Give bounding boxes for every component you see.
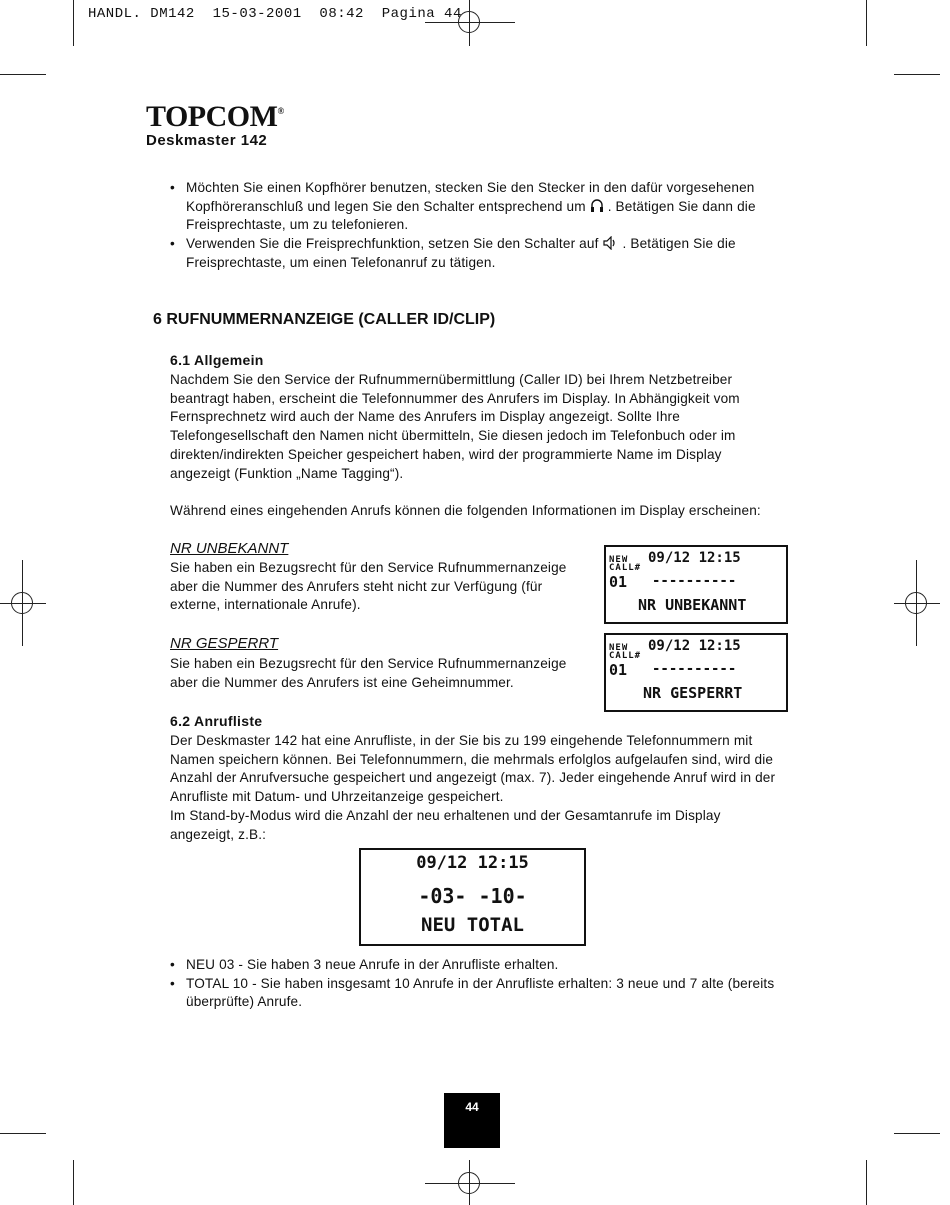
crop-mark (0, 1133, 46, 1134)
lcd-index: 01 (609, 661, 628, 679)
registration-mark-icon (458, 1172, 480, 1194)
list-item: • Verwenden Sie die Freisprechfunktion, setzen Sie den Schalter auf . Betätigen Sie die Freisprechtaste, um einen Telefonanruf zu tätigen. (170, 235, 785, 272)
list-item: • Möchten Sie einen Kopfhörer benutzen, stecken Sie den Stecker in den dafür vorgesehenen Kopfhöreranschluß und legen Sie den Schalter entsprechend um . Betätigen Sie dann die Freisprechtaste, um zu telefonieren. (170, 179, 785, 235)
intro-bullets (170, 179, 785, 273)
subheading-nr-unbekannt: NR UNBEKANNT (170, 540, 289, 557)
lcd-datetime: 09/12 12:15 (648, 638, 741, 654)
lcd-number: ---------- (652, 661, 737, 677)
lcd-message: NR GESPERRT (643, 684, 743, 702)
subsection-title: 6.2 Anrufliste (170, 713, 263, 729)
lcd-display-gesperrt (604, 633, 788, 712)
crop-mark (73, 1160, 74, 1205)
print-header: HANDL. DM142 15-03-2001 08:42 Pagina 44 (88, 6, 462, 22)
lcd-new-label: NEW (609, 643, 629, 653)
lcd-datetime: 09/12 12:15 (416, 853, 529, 873)
subheading-nr-gesperrt: NR GESPERRT (170, 635, 279, 652)
crop-mark (0, 74, 46, 75)
lcd-call-label: CALL# (609, 651, 642, 661)
lcd-new-label: NEW (609, 555, 629, 565)
crop-mark (866, 1160, 867, 1205)
lcd-labels: NEU TOTAL (421, 914, 524, 936)
paragraph: Sie haben ein Bezugsrecht für den Service Rufnummernanzeige aber die Nummer des Anrufers steht nicht zur Verfügung (für externe, internationale Anrufe). (170, 560, 567, 613)
lcd-datetime: 09/12 12:15 (648, 550, 741, 566)
lcd-message: NR UNBEKANNT (638, 596, 747, 614)
lcd-number: ---------- (652, 573, 737, 589)
list-item: • TOTAL 10 - Sie haben insgesamt 10 Anrufe in der Anrufliste erhalten: 3 neue und 7 alte (bereits überprüfte) Anrufe. (170, 975, 780, 1012)
paragraph: Nachdem Sie den Service der Rufnummernübermittlung (Caller ID) bei Ihrem Netzbetreiber beantragt haben, erscheint die Telefonnummer des Anrufers im Display. In Abhängigkeit vom Fernsprechnetz wird auch der Name des Anrufers im Display angezeigt. Sollte Ihre Telefongesellschaft den Namen nicht übermitteln, Sie diesen jedoch im Telefonbuch oder im direkten/indirekten Speicher gespeichert haben, wird der programmierte Name im Display angezeigt (Funktion „Name Tagging“). (170, 372, 740, 481)
lcd-display-standby (359, 848, 586, 946)
lcd-index: 01 (609, 573, 628, 591)
crop-mark (894, 74, 940, 75)
lcd-counts: -03- -10- (418, 884, 527, 908)
headphone-icon (590, 199, 604, 213)
paragraph: Während eines eingehenden Anrufs können die folgenden Informationen im Display erscheinen: (170, 503, 761, 518)
page-number: 44 (444, 1093, 500, 1148)
paragraph: Sie haben ein Bezugsrecht für den Service Rufnummernanzeige aber die Nummer des Anrufers ist eine Geheimnummer. (170, 656, 567, 690)
registration-mark-icon (905, 592, 927, 614)
lcd-call-label: CALL# (609, 563, 642, 573)
paragraph: Im Stand-by-Modus wird die Anzahl der neu erhaltenen und der Gesamtanrufe im Display angezeigt, z.B.: (170, 808, 721, 842)
lcd-display-unbekannt (604, 545, 788, 624)
crop-mark (73, 0, 74, 46)
crop-mark (866, 0, 867, 46)
section-title: 6 RUFNUMMERNANZEIGE (CALLER ID/CLIP) (153, 311, 496, 328)
paragraph: Der Deskmaster 142 hat eine Anrufliste, in der Sie bis zu 199 eingehende Telefonnummern mit Namen speichern können. Bei Telefonnummern, die mehrmals erfolglos aufgelaufen sind, wird die Anzahl der Anrufversuche gespeichert und angezeigt (max. 7). Jeder eingehende Anruf wird in der Anrufliste mit Datum- und Uhrzeitanzeige gespeichert. (170, 733, 776, 805)
subsection-title: 6.1 Allgemein (170, 352, 264, 368)
summary-bullets (170, 956, 780, 1012)
crop-mark (894, 1133, 940, 1134)
list-item: • NEU 03 - Sie haben 3 neue Anrufe in der Anrufliste erhalten. (170, 956, 780, 975)
model-name: Deskmaster 142 (146, 132, 268, 149)
brand-logo: TOPCOM® (146, 100, 284, 133)
speaker-icon (603, 236, 619, 250)
registration-mark-icon (11, 592, 33, 614)
